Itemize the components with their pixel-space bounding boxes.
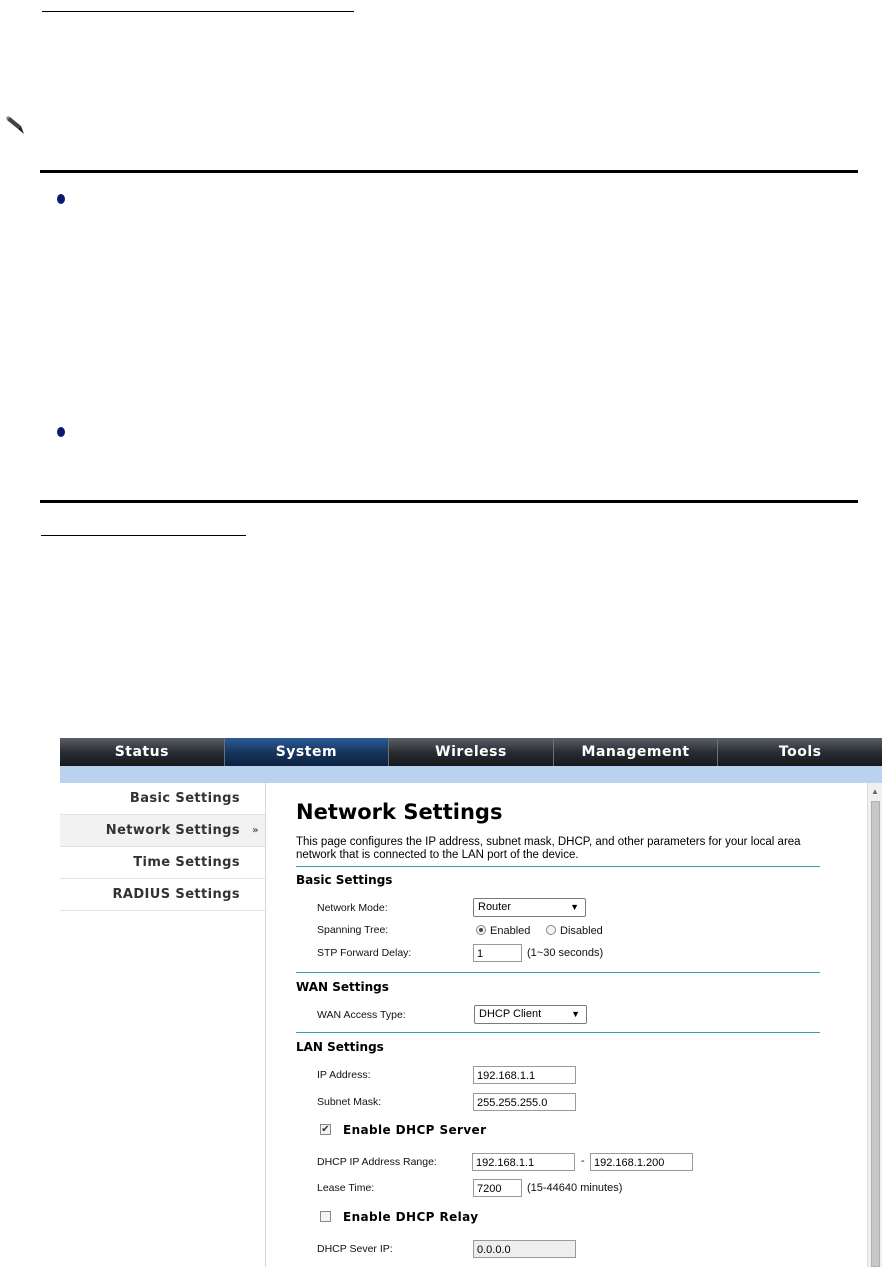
dhcp-server-ip-label: DHCP Sever IP: xyxy=(317,1243,393,1255)
network-mode-value: Router xyxy=(478,901,512,913)
sidebar-item-label: Network Settings xyxy=(105,823,240,838)
divider xyxy=(296,1032,820,1033)
enable-dhcp-relay-label: Enable DHCP Relay xyxy=(343,1210,479,1224)
lease-time-hint: (15-44640 minutes) xyxy=(527,1182,623,1194)
spanning-tree-enabled-radio[interactable] xyxy=(476,925,486,935)
basic-settings-heading: Basic Settings xyxy=(296,873,393,887)
sidebar-item-label: Basic Settings xyxy=(129,791,240,806)
sidebar-item-radius-settings[interactable] xyxy=(60,879,265,911)
bullet-icon xyxy=(57,194,65,204)
lease-time-input[interactable]: 7200 xyxy=(473,1179,522,1197)
wan-settings-heading: WAN Settings xyxy=(296,980,389,994)
scroll-up-icon[interactable]: ▲ xyxy=(871,787,879,796)
scrollbar-thumb[interactable] xyxy=(871,801,880,1267)
divider xyxy=(296,866,820,867)
lease-time-label: Lease Time: xyxy=(317,1182,375,1194)
tab-management[interactable]: Management xyxy=(554,738,719,766)
range-separator: - xyxy=(581,1155,585,1167)
note-top-rule xyxy=(40,170,858,173)
bullet-icon xyxy=(57,427,65,437)
sidebar-item-time-settings[interactable] xyxy=(60,847,265,879)
sidebar-item-network-settings[interactable] xyxy=(60,815,265,847)
tab-wireless[interactable]: Wireless xyxy=(389,738,554,766)
stp-delay-hint: (1~30 seconds) xyxy=(527,947,604,959)
sidebar xyxy=(60,783,266,1267)
sub-nav-bar xyxy=(60,766,882,783)
enabled-label: Enabled xyxy=(490,925,531,937)
spanning-tree-label: Spanning Tree: xyxy=(317,924,389,936)
section-underline xyxy=(41,535,246,536)
ip-address-label: IP Address: xyxy=(317,1069,371,1081)
top-underline xyxy=(42,11,354,12)
enable-dhcp-relay-checkbox[interactable] xyxy=(320,1211,331,1222)
stp-delay-label: STP Forward Delay: xyxy=(317,947,412,959)
ui-screenshot xyxy=(60,738,882,1267)
dhcp-server-ip-input[interactable]: 0.0.0.0 xyxy=(473,1240,576,1258)
double-chevron-icon: » xyxy=(252,825,259,836)
top-nav xyxy=(60,738,882,766)
sidebar-item-label: Time Settings xyxy=(133,855,240,870)
disabled-label: Disabled xyxy=(560,925,603,937)
page-title: Network Settings xyxy=(296,800,503,824)
sidebar-item-label: RADIUS Settings xyxy=(112,887,240,902)
dhcp-range-label: DHCP IP Address Range: xyxy=(317,1156,437,1168)
enable-dhcp-server-label: Enable DHCP Server xyxy=(343,1123,487,1137)
network-mode-label: Network Mode: xyxy=(317,902,388,914)
wan-access-type-value: DHCP Client xyxy=(479,1008,542,1020)
spanning-tree-disabled-radio[interactable] xyxy=(546,925,556,935)
ip-address-input[interactable]: 192.168.1.1 xyxy=(473,1066,576,1084)
page-description: This page configures the IP address, subnet mask, DHCP, and other parameters for your local area network that is connected to the LAN port of the device. xyxy=(296,836,801,861)
subnet-mask-input[interactable]: 255.255.255.0 xyxy=(473,1093,576,1111)
tab-system[interactable]: System xyxy=(225,738,390,766)
wan-access-type-select[interactable] xyxy=(474,1005,587,1024)
pencil-icon xyxy=(4,114,26,136)
wan-access-type-label: WAN Access Type: xyxy=(317,1009,406,1021)
tab-status[interactable]: Status xyxy=(60,738,225,766)
divider xyxy=(296,972,820,973)
chevron-down-icon: ▼ xyxy=(570,902,579,912)
tab-tools[interactable]: Tools xyxy=(778,744,822,760)
chevron-down-icon: ▼ xyxy=(571,1009,580,1019)
dhcp-range-start-input[interactable]: 192.168.1.1 xyxy=(472,1153,575,1171)
stp-delay-input[interactable]: 1 xyxy=(473,944,522,962)
note-bottom-rule xyxy=(40,500,858,503)
dhcp-range-end-input[interactable]: 192.168.1.200 xyxy=(590,1153,693,1171)
enable-dhcp-server-checkbox[interactable]: ✔ xyxy=(321,1124,330,1135)
vertical-scrollbar[interactable] xyxy=(867,783,882,1267)
lan-settings-heading: LAN Settings xyxy=(296,1040,384,1054)
network-mode-select[interactable] xyxy=(473,898,586,917)
subnet-mask-label: Subnet Mask: xyxy=(317,1096,382,1108)
sidebar-item-basic-settings[interactable] xyxy=(60,783,265,815)
